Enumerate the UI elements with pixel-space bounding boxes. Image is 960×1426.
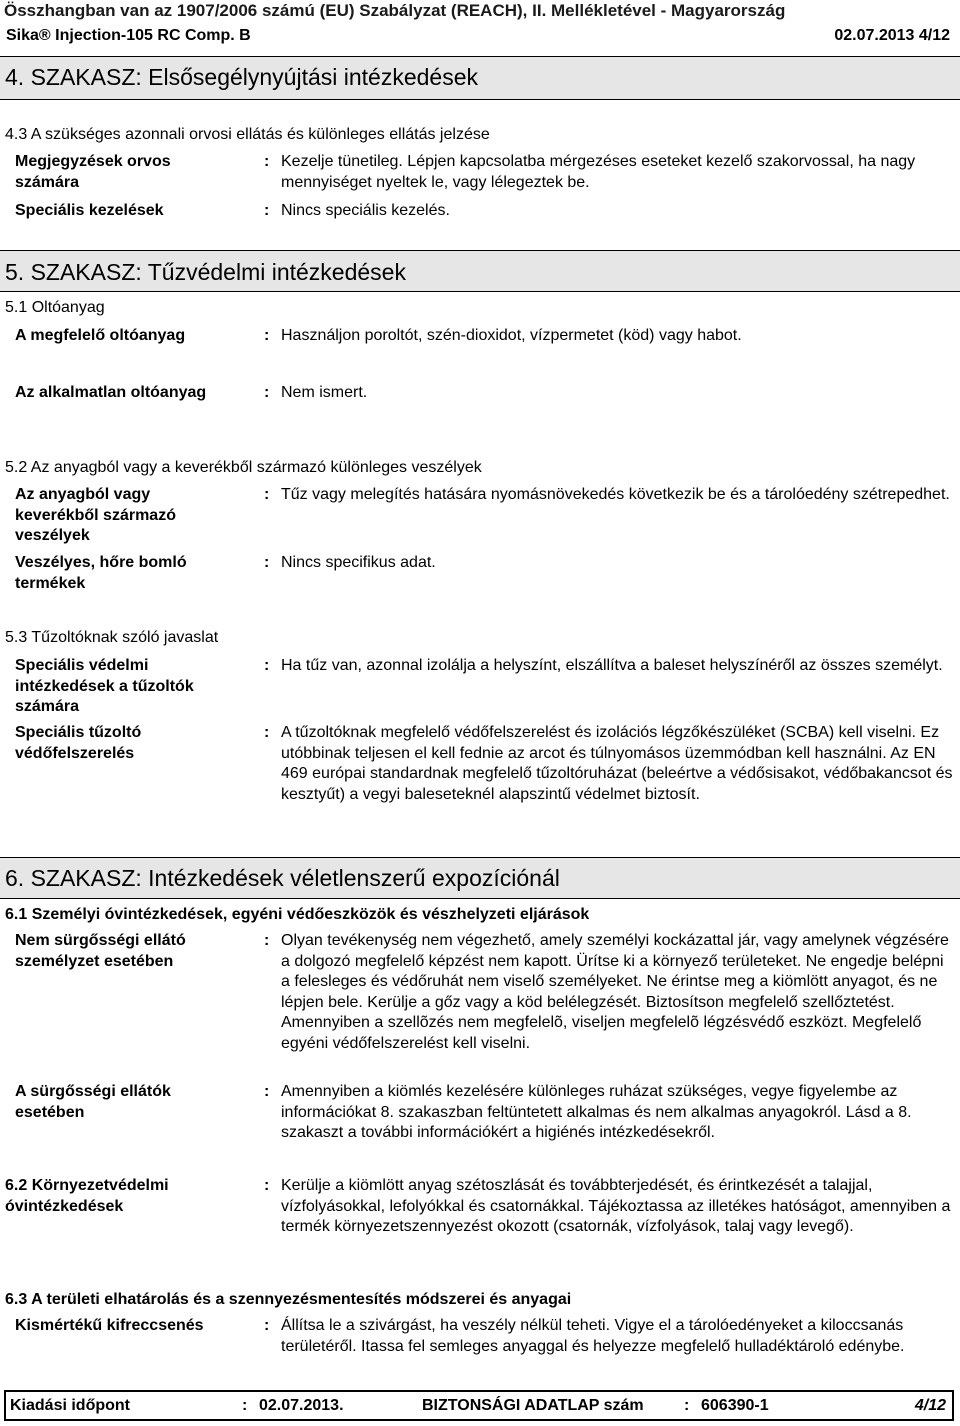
field-value: A tűzoltóknak megfelelő védőfelszerelést és izolációs légzőkészüléket (SCBA) kell viselni. Ez utóbbinak teljesen el kell fednie az arcot és túlnyomásos üzemmódban kell használni. Az EN 469 európai standardnak megfelelő tűzoltóruházat (beleértve a védősisakot, védőbakancsot és kesztyűt) a vegyi baleseteknél alapszintű védelmet biztosít. bbox=[281, 724, 953, 803]
field-value: Kerülje a kiömlött anyag szétoszlását és továbbterjedését, és érintkezését a talajjal, vízfolyásokkal, lefolyókkal és csatornákkal. Tájékoztassa az illetékes hatóságot, amennyiben a termék környezetszennyezést okozott (csatornák, vízfolyások, talaj vagy levegő). bbox=[281, 1177, 951, 1235]
issue-date-label: Kiadási időpont bbox=[10, 1397, 130, 1414]
field-colon: : bbox=[264, 554, 270, 571]
section6-title-bar bbox=[0, 857, 960, 899]
field-value: Ha tűz van, azonnal izolálja a helyszínt, elszállítva a baleset helyszínéről az összes személyt. bbox=[281, 657, 943, 674]
field-label: 6.2 Környezetvédelmi óvintézkedések bbox=[5, 1177, 169, 1215]
footer-colon: : bbox=[684, 1397, 690, 1414]
field-value: Tűz vagy melegítés hatására nyomásnövekedés következik be és a tárolóedény szétrepedhet. bbox=[281, 486, 950, 503]
field-colon: : bbox=[264, 202, 270, 219]
field-label: A megfelelő oltóanyag bbox=[15, 327, 186, 344]
field-label: Nem sürgősségi ellátó személyzet esetében bbox=[15, 932, 186, 970]
field-colon: : bbox=[264, 1177, 270, 1194]
product-name: Sika® Injection-105 RC Comp. B bbox=[6, 27, 251, 44]
subsection-5-1: 5.1 Oltóanyag bbox=[5, 299, 105, 316]
field-label: A sürgősségi ellátók esetében bbox=[15, 1083, 171, 1121]
section6-title: 6. SZAKASZ: Intézkedések véletlenszerű expozíciónál bbox=[5, 865, 560, 891]
subsection-5-3: 5.3 Tűzoltóknak szóló javaslat bbox=[5, 629, 219, 646]
field-label: Az alkalmatlan oltóanyag bbox=[15, 384, 207, 401]
field-label: Az anyagból vagy keverékből származó veszélyek bbox=[15, 486, 176, 544]
section4-title: 4. SZAKASZ: Elsősegélynyújtási intézkedések bbox=[5, 64, 479, 90]
section5-title-bar bbox=[0, 250, 960, 292]
field-colon: : bbox=[264, 657, 270, 674]
field-label: Kismértékű kifreccsenés bbox=[15, 1317, 204, 1334]
sds-number-value: 606390-1 bbox=[701, 1397, 769, 1414]
subsection-6-1: 6.1 Személyi óvintézkedések, egyéni védőeszközök és vészhelyzeti eljárások bbox=[5, 906, 590, 923]
field-colon: : bbox=[264, 724, 270, 741]
field-colon: : bbox=[264, 327, 270, 344]
field-value: Használjon poroltót, szén-dioxidot, vízpermetet (köd) vagy habot. bbox=[281, 327, 742, 344]
sds-number-label: BIZTONSÁGI ADATLAP szám bbox=[422, 1397, 644, 1414]
subsection-5-2: 5.2 Az anyagból vagy a keverékből származó különleges veszélyek bbox=[5, 459, 482, 476]
field-value: Nem ismert. bbox=[281, 384, 368, 401]
footer-page-number: 4/12 bbox=[914, 1397, 946, 1414]
section5-title: 5. SZAKASZ: Tűzvédelmi intézkedések bbox=[5, 259, 406, 285]
subsection-4-3: 4.3 A szükséges azonnali orvosi ellátás és különleges ellátás jelzése bbox=[5, 126, 490, 143]
field-colon: : bbox=[264, 153, 270, 170]
field-label: Speciális tűzoltó védőfelszerelés bbox=[15, 724, 142, 762]
field-label: Speciális kezelések bbox=[15, 202, 164, 219]
section4-title-bar bbox=[0, 56, 960, 100]
field-colon: : bbox=[264, 1083, 270, 1100]
page-footer bbox=[4, 1390, 954, 1421]
footer-colon: : bbox=[242, 1397, 248, 1414]
field-colon: : bbox=[264, 384, 270, 401]
regulation-header: Összhangban van az 1907/2006 számú (EU) Szabályzat (REACH), II. Mellékletével - Magyarország bbox=[4, 1, 786, 20]
field-value: Olyan tevékenység nem végezhető, amely személyi kockázattal jár, vagy amelynek végzésére a dolgozó megfelelő képzést nem kapott. Ürítse ki a környező területeket. Ne engedje belépni a felesleges és védőruhát nem viselő személyeket. Ne érintse meg a kiömlött anyagot, és ne lépjen bele. Kerülje a gőz vagy a köd belélegzését. Biztosítson megfelelő szellőztetést. Amennyiben a szellõzés nem megfelelõ, viseljen megfelelõ légzésvédő eszközt. Megfelelő egyéni védőfelszerelést kell viselni. bbox=[281, 932, 949, 1052]
field-value: Amennyiben a kiömlés kezelésére különleges ruházat szükséges, vegye figyelembe az információkat 8. szakaszban feltüntetett alkalmas és nem alkalmas anyagokról. Lásd a 8. szakaszt a további információkért a higiénés intézkedésekről. bbox=[281, 1083, 912, 1141]
field-value: Nincs speciális kezelés. bbox=[281, 202, 450, 219]
field-colon: : bbox=[264, 486, 270, 503]
field-value: Nincs specifikus adat. bbox=[281, 554, 436, 571]
field-colon: : bbox=[264, 932, 270, 949]
field-colon: : bbox=[264, 1317, 270, 1334]
product-header bbox=[0, 26, 960, 48]
field-label: Veszélyes, hőre bomló termékek bbox=[15, 554, 187, 592]
field-label: Megjegyzések orvos számára bbox=[15, 153, 171, 191]
subsection-6-3: 6.3 A területi elhatárolás és a szennyezésmentesítés módszerei és anyagai bbox=[5, 1291, 572, 1308]
issue-date-value: 02.07.2013. bbox=[259, 1397, 344, 1414]
header-date-page: 02.07.2013 4/12 bbox=[834, 27, 950, 44]
field-label: Speciális védelmi intézkedések a tűzoltók számára bbox=[15, 657, 194, 715]
field-value: Állítsa le a szivárgást, ha veszély nélkül teheti. Vigye el a tárolóedényeket a kiloccsanás területéről. Itassa fel semleges anyaggal és helyezze megfelelő hulladéktároló edénybe. bbox=[281, 1317, 905, 1355]
field-value: Kezelje tünetileg. Lépjen kapcsolatba mérgezéses eseteket kezelő szakorvossal, ha nagy mennyiséget nyeltek le, vagy lélegeztek be. bbox=[281, 153, 916, 191]
